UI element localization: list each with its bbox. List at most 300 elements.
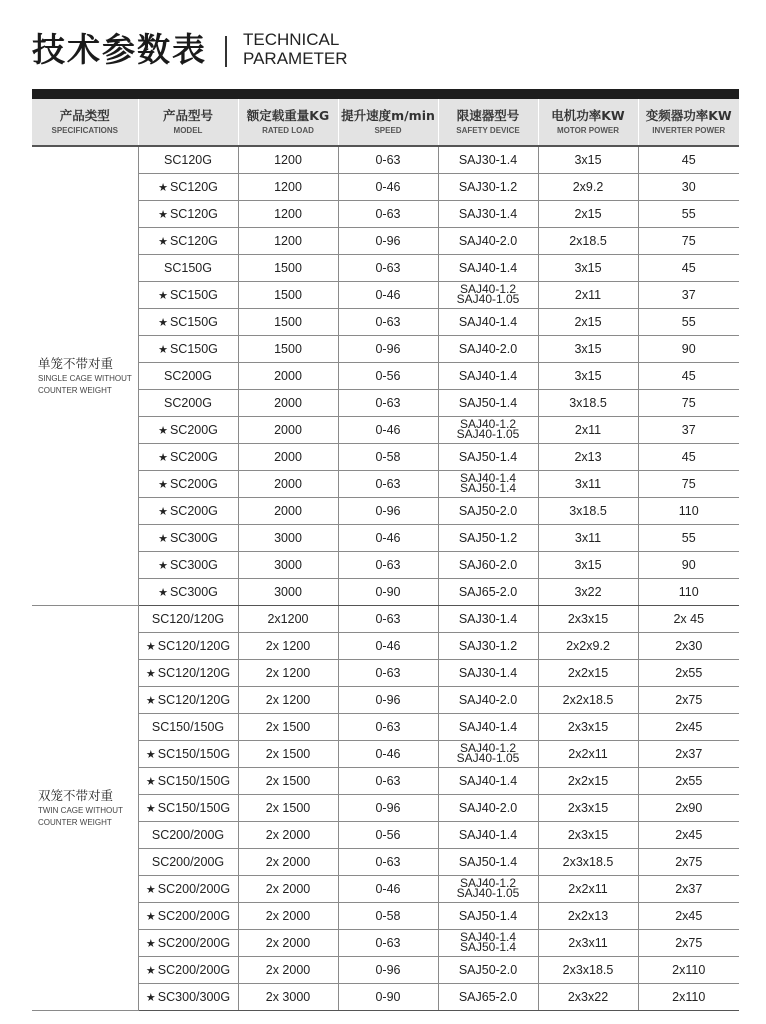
safety-device-cell (438, 930, 538, 957)
rated-load-cell: 2000 (238, 444, 338, 471)
title-en-line1: TECHNICAL (243, 30, 340, 49)
safety-device-cell (438, 417, 538, 444)
star-icon: ★ (158, 344, 168, 356)
speed-cell: 0-90 (338, 984, 438, 1011)
speed-cell: 0-63 (338, 201, 438, 228)
model-value: SC200G (169, 504, 218, 518)
safety-device-cell (438, 309, 538, 336)
safety-device-stack (460, 932, 516, 952)
col-header-model (138, 99, 238, 146)
col-header-rated-load (238, 99, 338, 146)
safety-device-value: SAJ65-2.0 (458, 585, 518, 599)
inverter-power-cell: 45 (638, 255, 739, 282)
model-value: SC300G (169, 585, 218, 599)
speed-cell: 0-46 (338, 525, 438, 552)
speed-cell: 0-96 (338, 957, 438, 984)
speed-cell: 0-63 (338, 768, 438, 795)
safety-device-line: SAJ40-1.2 (459, 282, 517, 296)
inverter-power-cell: 75 (638, 390, 739, 417)
safety-device-cell (438, 822, 538, 849)
motor-power-cell: 3x11 (538, 525, 638, 552)
rated-load-cell: 2000 (238, 363, 338, 390)
safety-device-value: SAJ40-1.4 (458, 828, 518, 842)
motor-power-cell: 2x11 (538, 282, 638, 309)
inverter-power-cell: 2x 45 (638, 606, 739, 633)
inverter-power-cell: 55 (638, 525, 739, 552)
star-icon: ★ (158, 479, 168, 491)
model-cell (138, 741, 238, 768)
inverter-power-cell: 45 (638, 444, 739, 471)
model-value: SC200G (164, 369, 212, 383)
safety-device-cell (438, 146, 538, 174)
model-value: SC300G (169, 531, 218, 545)
category-cell (32, 146, 138, 606)
safety-device-value: SAJ50-2.0 (458, 504, 518, 518)
model-value: SC120/120G (157, 693, 231, 707)
rated-load-cell: 1500 (238, 309, 338, 336)
safety-device-value: SAJ60-2.0 (458, 558, 518, 572)
safety-device-line: SAJ50-1.4 (459, 940, 517, 954)
motor-power-cell: 2x3x15 (538, 606, 638, 633)
table-row (32, 174, 739, 201)
inverter-power-cell: 37 (638, 282, 739, 309)
speed-cell: 0-46 (338, 741, 438, 768)
motor-power-cell: 3x15 (538, 146, 638, 174)
speed-cell: 0-63 (338, 849, 438, 876)
table-row (32, 390, 739, 417)
model-cell (138, 146, 238, 174)
motor-power-cell: 2x15 (538, 309, 638, 336)
motor-power-cell: 2x2x11 (538, 876, 638, 903)
safety-device-value: SAJ30-1.4 (458, 666, 518, 680)
table-row (32, 876, 739, 903)
model-cell (138, 174, 238, 201)
rated-load-cell: 2x 1200 (238, 633, 338, 660)
speed-cell: 0-46 (338, 876, 438, 903)
model-value: SC120G (169, 207, 218, 221)
rated-load-cell: 1200 (238, 174, 338, 201)
page-title-english (243, 30, 348, 68)
motor-power-cell: 2x3x22 (538, 984, 638, 1011)
table-row (32, 957, 739, 984)
safety-device-stack (457, 878, 520, 898)
rated-load-cell: 2x 1500 (238, 714, 338, 741)
speed-cell: 0-63 (338, 930, 438, 957)
col-header-en: MODEL (173, 125, 203, 135)
safety-device-value: SAJ50-2.0 (458, 963, 518, 977)
col-header-cn: 提升速度m/min (341, 107, 435, 123)
rated-load-cell: 2x1200 (238, 606, 338, 633)
safety-device-cell (438, 498, 538, 525)
speed-cell: 0-63 (338, 146, 438, 174)
safety-device-value: SAJ50-1.4 (458, 855, 518, 869)
model-cell (138, 984, 238, 1011)
col-header-motor-power (538, 99, 638, 146)
speed-cell: 0-46 (338, 282, 438, 309)
model-value: SC120G (164, 153, 212, 167)
parameter-table (32, 99, 739, 1011)
table-row (32, 606, 739, 633)
safety-device-cell (438, 903, 538, 930)
rated-load-cell: 2x 3000 (238, 984, 338, 1011)
model-cell (138, 282, 238, 309)
star-icon: ★ (158, 533, 168, 545)
table-row (32, 201, 739, 228)
inverter-power-cell: 2x55 (638, 660, 739, 687)
model-cell (138, 255, 238, 282)
table-row (32, 579, 739, 606)
safety-device-value: SAJ30-1.2 (458, 180, 518, 194)
table-row (32, 228, 739, 255)
rated-load-cell: 3000 (238, 552, 338, 579)
safety-device-stack (457, 419, 520, 439)
speed-cell: 0-63 (338, 552, 438, 579)
inverter-power-cell: 75 (638, 471, 739, 498)
rated-load-cell: 2x 1500 (238, 768, 338, 795)
col-header-en: SPEED (374, 125, 402, 135)
rated-load-cell: 2x 2000 (238, 930, 338, 957)
rated-load-cell: 3000 (238, 579, 338, 606)
table-row (32, 336, 739, 363)
inverter-power-cell: 2x37 (638, 741, 739, 768)
title-en-line2: PARAMETER (243, 49, 348, 68)
model-cell (138, 390, 238, 417)
safety-device-line: SAJ40-1.4 (459, 471, 517, 485)
table-row (32, 282, 739, 309)
speed-cell: 0-96 (338, 795, 438, 822)
header-bar (32, 89, 739, 99)
table-row (32, 309, 739, 336)
model-value: SC150/150G (157, 747, 231, 761)
inverter-power-cell: 2x110 (638, 984, 739, 1011)
category-cell (32, 606, 138, 1011)
category-cn: 双笼不带对重 (38, 788, 114, 803)
safety-device-cell (438, 201, 538, 228)
safety-device-value: SAJ30-1.2 (458, 639, 518, 653)
safety-device-cell (438, 849, 538, 876)
speed-cell: 0-63 (338, 471, 438, 498)
rated-load-cell: 1200 (238, 201, 338, 228)
motor-power-cell: 2x2x9.2 (538, 633, 638, 660)
safety-device-cell (438, 363, 538, 390)
model-cell (138, 363, 238, 390)
inverter-power-cell: 75 (638, 228, 739, 255)
title-divider (225, 36, 227, 67)
model-cell (138, 471, 238, 498)
safety-device-value: SAJ50-1.2 (458, 531, 518, 545)
model-cell (138, 957, 238, 984)
motor-power-cell: 3x11 (538, 471, 638, 498)
model-cell (138, 606, 238, 633)
col-header-speed (338, 99, 438, 146)
table-row (32, 768, 739, 795)
speed-cell: 0-63 (338, 660, 438, 687)
safety-device-cell (438, 957, 538, 984)
model-cell (138, 498, 238, 525)
speed-cell: 0-63 (338, 714, 438, 741)
rated-load-cell: 2x 2000 (238, 822, 338, 849)
motor-power-cell: 2x3x15 (538, 714, 638, 741)
inverter-power-cell: 90 (638, 336, 739, 363)
table-row (32, 255, 739, 282)
table-row (32, 471, 739, 498)
model-cell (138, 336, 238, 363)
speed-cell: 0-46 (338, 633, 438, 660)
star-icon: ★ (145, 749, 156, 761)
rated-load-cell: 1200 (238, 228, 338, 255)
col-header-en: SPECIFICATIONS (51, 125, 119, 135)
col-header-cn: 额定载重量KG (246, 107, 330, 123)
speed-cell: 0-96 (338, 228, 438, 255)
table-row (32, 687, 739, 714)
safety-device-cell (438, 579, 538, 606)
model-value: SC120G (169, 180, 218, 194)
model-cell (138, 228, 238, 255)
rated-load-cell: 2000 (238, 390, 338, 417)
safety-device-cell (438, 552, 538, 579)
col-header-inverter-power (638, 99, 739, 146)
model-value: SC200/200G (157, 936, 231, 950)
speed-cell: 0-63 (338, 606, 438, 633)
inverter-power-cell: 2x110 (638, 957, 739, 984)
table-row (32, 741, 739, 768)
speed-cell: 0-58 (338, 903, 438, 930)
motor-power-cell: 3x18.5 (538, 390, 638, 417)
safety-device-value: SAJ40-2.0 (458, 801, 518, 815)
model-value: SC200G (169, 477, 218, 491)
col-header-en: MOTOR POWER (556, 125, 620, 135)
star-icon: ★ (145, 884, 156, 896)
model-value: SC150/150G (151, 720, 225, 734)
model-value: SC150/150G (157, 801, 231, 815)
col-header-cn: 产品型号 (162, 107, 213, 123)
safety-device-cell (438, 390, 538, 417)
safety-device-line: SAJ40-1.05 (456, 751, 520, 765)
star-icon: ★ (145, 641, 156, 653)
motor-power-cell: 2x3x11 (538, 930, 638, 957)
inverter-power-cell: 2x45 (638, 714, 739, 741)
safety-device-cell (438, 228, 538, 255)
model-cell (138, 309, 238, 336)
safety-device-line: SAJ40-1.2 (459, 417, 517, 431)
motor-power-cell: 2x9.2 (538, 174, 638, 201)
inverter-power-cell: 2x30 (638, 633, 739, 660)
motor-power-cell: 2x18.5 (538, 228, 638, 255)
safety-device-cell (438, 525, 538, 552)
speed-cell: 0-63 (338, 309, 438, 336)
model-value: SC120G (169, 234, 218, 248)
rated-load-cell: 2x 1200 (238, 687, 338, 714)
table-row (32, 363, 739, 390)
speed-cell: 0-90 (338, 579, 438, 606)
model-value: SC200/200G (151, 855, 225, 869)
model-value: SC120/120G (157, 639, 231, 653)
rated-load-cell: 2x 2000 (238, 849, 338, 876)
model-cell (138, 633, 238, 660)
page-title: 技术参数表 (32, 30, 207, 69)
model-value: SC150/150G (157, 774, 231, 788)
motor-power-cell: 3x15 (538, 363, 638, 390)
star-icon: ★ (158, 560, 168, 572)
star-icon: ★ (145, 911, 156, 923)
model-cell (138, 714, 238, 741)
safety-device-stack (457, 284, 520, 304)
safety-device-value: SAJ40-1.4 (458, 261, 518, 275)
rated-load-cell: 2x 1500 (238, 741, 338, 768)
table-row (32, 822, 739, 849)
col-header-en: RATED LOAD (262, 125, 314, 135)
safety-device-line: SAJ40-1.05 (456, 292, 520, 306)
inverter-power-cell: 110 (638, 579, 739, 606)
rated-load-cell: 2000 (238, 471, 338, 498)
safety-device-cell (438, 741, 538, 768)
table-row (32, 417, 739, 444)
model-cell (138, 876, 238, 903)
star-icon: ★ (145, 965, 156, 977)
table-row (32, 444, 739, 471)
rated-load-cell: 1500 (238, 255, 338, 282)
inverter-power-cell: 2x37 (638, 876, 739, 903)
speed-cell: 0-96 (338, 687, 438, 714)
safety-device-value: SAJ65-2.0 (458, 990, 518, 1004)
motor-power-cell: 2x15 (538, 201, 638, 228)
motor-power-cell: 2x2x15 (538, 660, 638, 687)
safety-device-value: SAJ40-1.4 (458, 369, 518, 383)
star-icon: ★ (145, 938, 156, 950)
rated-load-cell: 2x 2000 (238, 903, 338, 930)
speed-cell: 0-96 (338, 498, 438, 525)
model-value: SC300/300G (157, 990, 231, 1004)
safety-device-value: SAJ40-1.4 (458, 315, 518, 329)
rated-load-cell: 2x 1500 (238, 795, 338, 822)
safety-device-cell (438, 444, 538, 471)
inverter-power-cell: 2x45 (638, 903, 739, 930)
rated-load-cell: 1200 (238, 146, 338, 174)
inverter-power-cell: 55 (638, 309, 739, 336)
star-icon: ★ (145, 776, 156, 788)
safety-device-cell (438, 687, 538, 714)
speed-cell: 0-56 (338, 822, 438, 849)
col-header-cn: 限速器型号 (456, 107, 520, 123)
model-value: SC200/200G (157, 909, 231, 923)
inverter-power-cell: 110 (638, 498, 739, 525)
model-value: SC150G (164, 261, 212, 275)
star-icon: ★ (158, 452, 168, 464)
table-header-row (32, 99, 739, 146)
safety-device-value: SAJ40-1.4 (458, 720, 518, 734)
safety-device-value: SAJ30-1.4 (458, 612, 518, 626)
motor-power-cell: 2x3x18.5 (538, 957, 638, 984)
col-header-en: INVERTER POWER (652, 125, 726, 135)
model-cell (138, 201, 238, 228)
col-header-en: SAFETY DEVICE (456, 125, 520, 135)
motor-power-cell: 2x3x18.5 (538, 849, 638, 876)
motor-power-cell: 3x22 (538, 579, 638, 606)
table-row (32, 146, 739, 174)
speed-cell: 0-58 (338, 444, 438, 471)
category-en: SINGLE CAGE WITHOUT COUNTER WEIGHT (38, 374, 132, 395)
table-row (32, 552, 739, 579)
star-icon: ★ (158, 425, 168, 437)
star-icon: ★ (158, 317, 168, 329)
rated-load-cell: 2x 1200 (238, 660, 338, 687)
rated-load-cell: 2000 (238, 417, 338, 444)
model-value: SC150G (169, 342, 218, 356)
motor-power-cell: 2x13 (538, 444, 638, 471)
star-icon: ★ (158, 236, 168, 248)
safety-device-line: SAJ40-1.05 (456, 427, 520, 441)
model-cell (138, 768, 238, 795)
category-en: TWIN CAGE WITHOUT COUNTER WEIGHT (38, 806, 123, 827)
table-body (32, 146, 739, 1011)
model-value: SC200G (169, 450, 218, 464)
model-cell (138, 849, 238, 876)
motor-power-cell: 3x18.5 (538, 498, 638, 525)
inverter-power-cell: 45 (638, 363, 739, 390)
safety-device-cell (438, 633, 538, 660)
model-value: SC200/200G (157, 963, 231, 977)
table-row (32, 903, 739, 930)
motor-power-cell: 2x2x15 (538, 768, 638, 795)
col-header-cn: 产品类型 (59, 107, 110, 123)
motor-power-cell: 2x2x18.5 (538, 687, 638, 714)
rated-load-cell: 1500 (238, 336, 338, 363)
star-icon: ★ (158, 506, 168, 518)
table-row (32, 633, 739, 660)
speed-cell: 0-46 (338, 174, 438, 201)
model-cell (138, 903, 238, 930)
inverter-power-cell: 2x55 (638, 768, 739, 795)
safety-device-value: SAJ40-2.0 (458, 342, 518, 356)
motor-power-cell: 3x15 (538, 255, 638, 282)
safety-device-value: SAJ50-1.4 (458, 450, 518, 464)
model-cell (138, 660, 238, 687)
safety-device-line: SAJ40-1.4 (459, 930, 517, 944)
safety-device-cell (438, 984, 538, 1011)
inverter-power-cell: 90 (638, 552, 739, 579)
model-value: SC120/120G (157, 666, 231, 680)
table-row (32, 660, 739, 687)
model-value: SC150G (169, 315, 218, 329)
table-row (32, 714, 739, 741)
safety-device-value: SAJ50-1.4 (458, 396, 518, 410)
model-cell (138, 444, 238, 471)
inverter-power-cell: 37 (638, 417, 739, 444)
star-icon: ★ (158, 182, 168, 194)
star-icon: ★ (145, 668, 156, 680)
category-cn: 单笼不带对重 (38, 356, 114, 371)
table-row (32, 795, 739, 822)
motor-power-cell: 2x2x13 (538, 903, 638, 930)
model-cell (138, 417, 238, 444)
table-row (32, 984, 739, 1011)
col-header-cn: 电机功率KW (551, 107, 625, 123)
model-cell (138, 525, 238, 552)
speed-cell: 0-46 (338, 417, 438, 444)
safety-device-line: SAJ40-1.2 (459, 876, 517, 890)
safety-device-cell (438, 714, 538, 741)
col-header-safety-device (438, 99, 538, 146)
rated-load-cell: 1500 (238, 282, 338, 309)
model-value: SC150G (169, 288, 218, 302)
model-value: SC200/200G (157, 882, 231, 896)
safety-device-value: SAJ30-1.4 (458, 153, 518, 167)
rated-load-cell: 2x 2000 (238, 957, 338, 984)
col-header-cn: 变频器功率KW (645, 107, 732, 123)
safety-device-cell (438, 255, 538, 282)
safety-device-line: SAJ40-1.05 (456, 886, 520, 900)
motor-power-cell: 2x3x15 (538, 822, 638, 849)
